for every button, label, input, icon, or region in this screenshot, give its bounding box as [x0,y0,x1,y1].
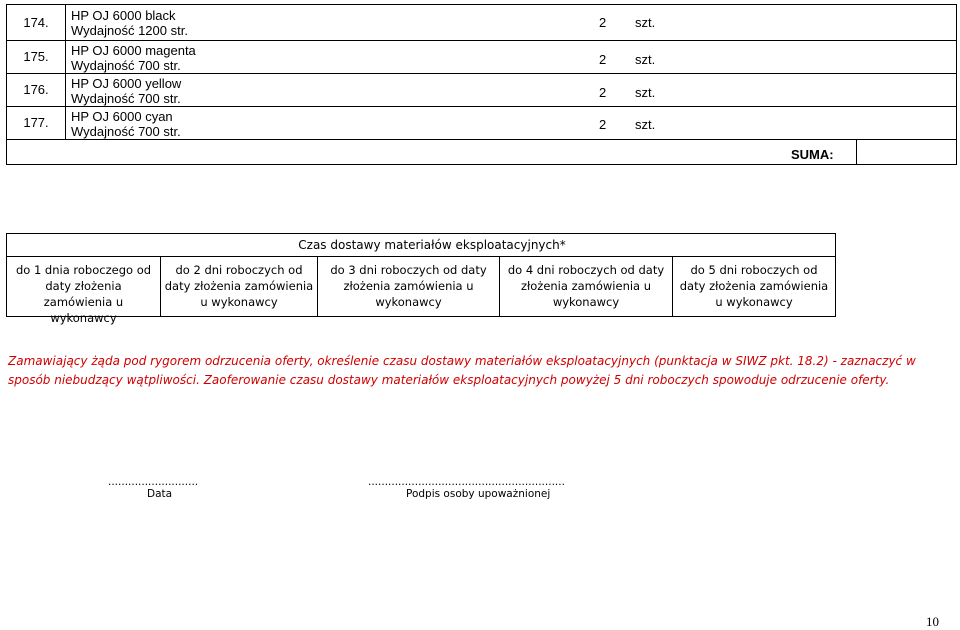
delivery-options [7,256,835,325]
item-unit: szt. [635,52,656,67]
item-number: 177. [7,106,66,139]
requirement-note: Zamawiający żąda pod rygorem odrzucenia oferty, określenie czasu dostawy materiałów eksploatacyjnych (punktacja w SIWZ pkt. 18.2) - zaznaczyć w sposób niebudzący wątpliwości. Zaoferowanie czasu dostawy materiałów eksploatacyjnych powyżej 5 dni roboczych spowoduje odrzucenie oferty. [8,354,916,387]
items-table [6,4,957,165]
signature-dots: ........................................................... [368,476,565,488]
sum-row [7,139,956,164]
table-divider [956,5,957,139]
item-unit: szt. [635,85,656,100]
table-row [7,73,956,107]
item-number: 175. [7,40,66,73]
item-unit: szt. [635,117,656,132]
delivery-time-table [6,233,836,325]
table-row [7,106,956,140]
date-dots: ........................... [108,476,199,488]
date-label: Data [147,488,173,500]
item-name: HP OJ 6000 black Wydajność 1200 str. [71,8,188,38]
item-name: HP OJ 6000 magenta Wydajność 700 str. [71,43,196,73]
item-quantity: 2 [599,15,607,30]
item-unit: szt. [635,15,656,30]
page-number: 10 [926,614,939,629]
delivery-option-4-days[interactable]: do 4 dni roboczych od daty złożenia zamówienia u wykonawcy [500,256,673,316]
sum-label: SUMA: [791,147,834,162]
table-row [7,5,956,41]
item-quantity: 2 [599,52,607,67]
item-name: HP OJ 6000 cyan Wydajność 700 str. [71,109,181,139]
delivery-option-3-days[interactable]: do 3 dni roboczych od daty złożenia zamówienia u wykonawcy [318,256,500,316]
delivery-title: Czas dostawy materiałów eksploatacyjnych* [7,234,835,257]
table-row [7,40,956,74]
signature-label: Podpis osoby upoważnionej [406,488,551,500]
item-quantity: 2 [599,117,607,132]
item-name: HP OJ 6000 yellow Wydajność 700 str. [71,76,182,106]
sum-value-cell [856,139,957,164]
item-quantity: 2 [599,85,607,100]
delivery-option-2-days[interactable]: do 2 dni roboczych od daty złożenia zamówienia u wykonawcy [161,256,318,316]
item-number: 174. [7,5,66,40]
item-number: 176. [7,73,66,106]
delivery-option-1-day[interactable]: do 1 dnia roboczego od daty złożenia zamówienia u wykonawcy [7,256,161,316]
delivery-option-5-days[interactable]: do 5 dni roboczych od daty złożenia zamówienia u wykonawcy [679,263,829,309]
